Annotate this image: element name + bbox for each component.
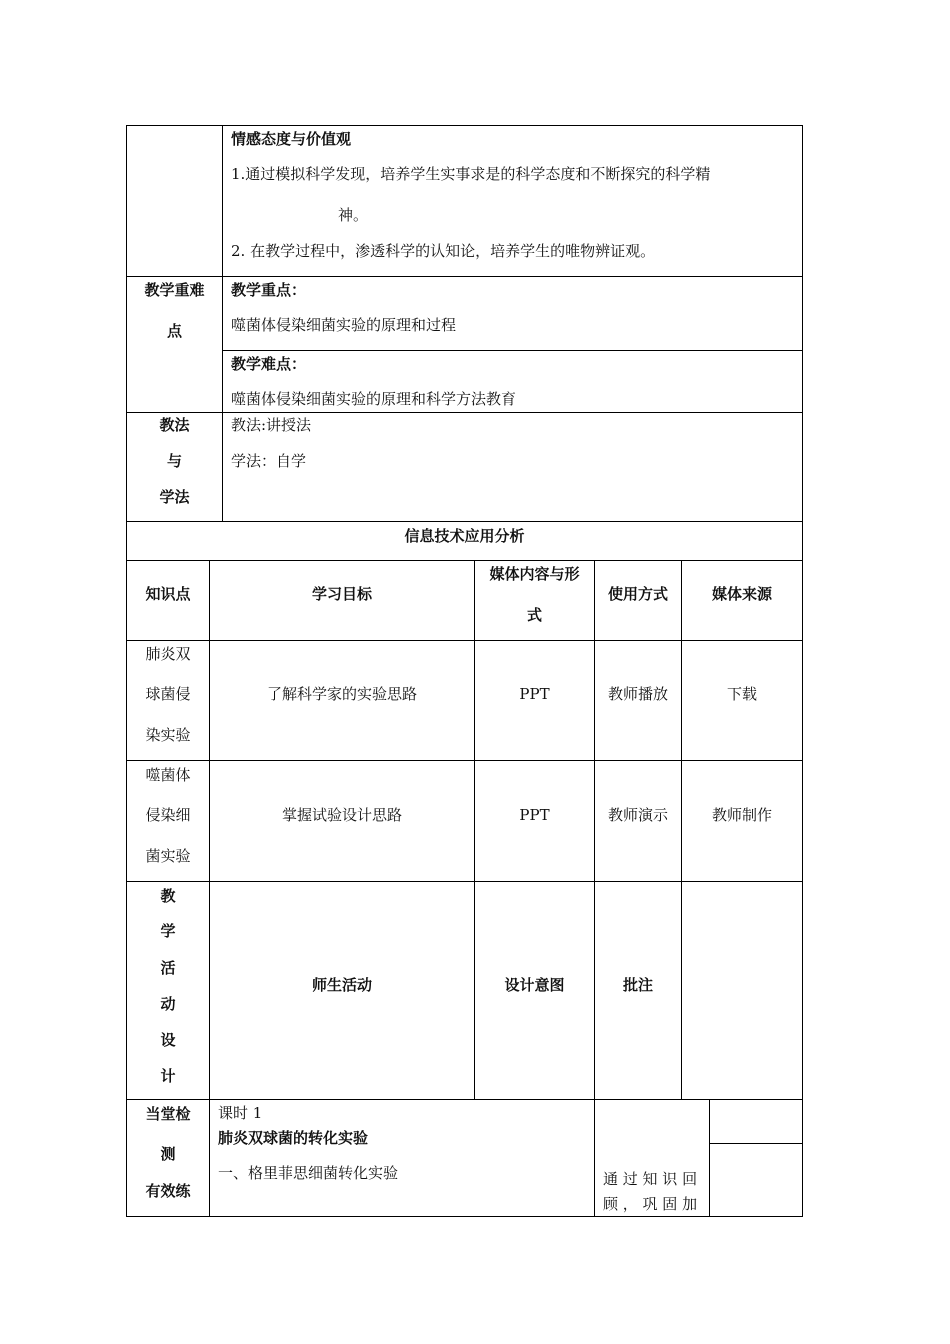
row-divider bbox=[126, 521, 803, 522]
focus-text: 噬菌体侵染细菌实验的原理和过程 bbox=[231, 316, 457, 334]
lesson-number: 课时 1 bbox=[218, 1104, 263, 1122]
teaching-method: 教法:讲授法 bbox=[231, 416, 312, 434]
methods-label-3: 学法 bbox=[159, 488, 190, 506]
table-bottom-border bbox=[126, 1216, 803, 1217]
source-cell: 下载 bbox=[726, 685, 757, 703]
header-source: 媒体来源 bbox=[711, 585, 772, 603]
media-cell: PPT bbox=[519, 806, 550, 824]
activity-label-char: 动 bbox=[160, 995, 176, 1013]
activity-label-char: 活 bbox=[160, 959, 176, 977]
row-divider bbox=[126, 412, 803, 413]
lesson-topic: 肺炎双球菌的转化实验 bbox=[218, 1129, 369, 1147]
activity-label-char: 学 bbox=[160, 922, 176, 940]
key-points-label: 教学重难 bbox=[144, 281, 205, 299]
row-divider bbox=[222, 350, 803, 351]
activity-label-char: 计 bbox=[160, 1067, 176, 1085]
knowledge-cell: 肺炎双 bbox=[145, 645, 191, 663]
usage-cell: 教师播放 bbox=[607, 685, 668, 703]
header-goal: 学习目标 bbox=[311, 585, 372, 603]
focus-heading: 教学重点： bbox=[231, 281, 307, 299]
column-divider bbox=[594, 560, 595, 1216]
table-right-border bbox=[802, 125, 803, 1217]
learning-method: 学法：自学 bbox=[231, 452, 307, 470]
activity-label-char: 设 bbox=[160, 1031, 176, 1049]
source-cell: 教师制作 bbox=[711, 806, 772, 824]
row-divider bbox=[709, 1143, 803, 1144]
attitude-heading: 情感态度与价值观 bbox=[231, 130, 352, 148]
knowledge-cell: 球菌侵 bbox=[145, 685, 191, 703]
row-divider bbox=[126, 881, 803, 882]
header-knowledge: 知识点 bbox=[145, 585, 191, 603]
difficulty-text: 噬菌体侵染细菌实验的原理和科学方法教育 bbox=[231, 390, 517, 408]
column-divider bbox=[474, 560, 475, 1099]
row-divider bbox=[126, 640, 803, 641]
header-media: 媒体内容与形 bbox=[489, 565, 580, 583]
activity-label-char: 教 bbox=[160, 887, 176, 905]
usage-cell: 教师演示 bbox=[607, 806, 668, 824]
header-usage: 使用方式 bbox=[607, 585, 668, 603]
intent-text-cont: 顾 ， 巩 固 加 bbox=[603, 1195, 698, 1213]
attitude-item-2: 2. 在教学过程中，渗透科学的认知论，培养学生的唯物辨证观。 bbox=[231, 242, 656, 260]
media-cell: PPT bbox=[519, 685, 550, 703]
practice-label-3: 有效练 bbox=[145, 1182, 191, 1200]
row-divider bbox=[126, 1099, 803, 1100]
methods-label: 教法 bbox=[159, 416, 190, 434]
it-analysis-title: 信息技术应用分析 bbox=[404, 527, 525, 545]
header-intent: 设计意图 bbox=[504, 976, 565, 994]
practice-label: 当堂检 bbox=[145, 1105, 191, 1123]
practice-label-2: 测 bbox=[160, 1145, 176, 1163]
row-divider bbox=[126, 760, 803, 761]
column-divider bbox=[709, 1099, 710, 1216]
column-divider bbox=[681, 560, 682, 1099]
row-divider bbox=[126, 276, 803, 277]
knowledge-cell: 染实验 bbox=[145, 726, 191, 744]
methods-label-2: 与 bbox=[166, 452, 182, 470]
knowledge-cell: 菌实验 bbox=[145, 847, 191, 865]
key-points-label-cont: 点 bbox=[166, 322, 182, 340]
column-divider bbox=[222, 125, 223, 521]
knowledge-cell: 噬菌体 bbox=[145, 766, 191, 784]
goal-cell: 了解科学家的实验思路 bbox=[266, 685, 417, 703]
difficulty-heading: 教学难点： bbox=[231, 355, 307, 373]
goal-cell: 掌握试验设计思路 bbox=[281, 806, 402, 824]
intent-text: 通 过 知 识 回 bbox=[603, 1170, 698, 1188]
section-heading: 一、格里菲思细菌转化实验 bbox=[218, 1164, 399, 1182]
row-divider bbox=[126, 125, 803, 126]
attitude-item-1-cont: 神。 bbox=[338, 206, 369, 224]
knowledge-cell: 侵染细 bbox=[145, 806, 191, 824]
column-divider bbox=[209, 560, 210, 1216]
header-media-cont: 式 bbox=[526, 606, 542, 624]
header-activity: 师生活动 bbox=[311, 976, 372, 994]
attitude-item-1: 1.通过模拟科学发现，培养学生实事求是的科学态度和不断探究的科学精 bbox=[231, 165, 711, 183]
header-note: 批注 bbox=[622, 976, 653, 994]
row-divider bbox=[126, 560, 803, 561]
